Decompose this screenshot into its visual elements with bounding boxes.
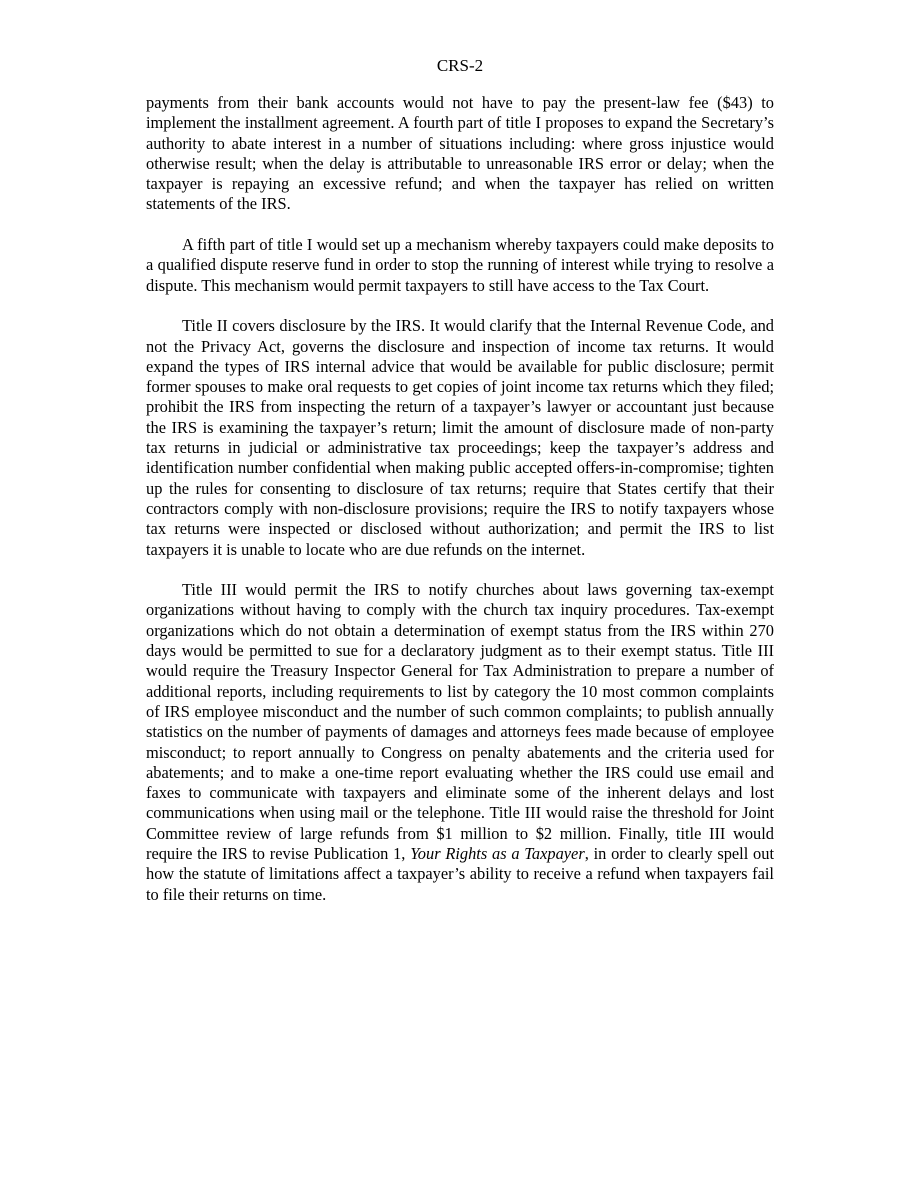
paragraph-installment-interest: payments from their bank accounts would not have to pay the present-law fee ($43) to implement the installment agreement. A fourth part of title I proposes to expand the Secretary’s authority to abate interest in a number of situations including: where gross injustice would otherwise result; when the delay is attributable to unreasonable IRS error or delay; when the taxpayer is repaying an excessive refund; and when the taxpayer has relied on written statements of the IRS. bbox=[146, 93, 774, 214]
document-body bbox=[146, 93, 774, 905]
paragraph-title-iii-reports bbox=[146, 580, 774, 905]
paragraph-text-segment: Title III would permit the IRS to notify churches about laws governing tax-exempt organizations without having to comply with the church tax inquiry procedures. Tax-exempt organizations which do not obtain a determination of exempt status from the IRS within 270 days would be permitted to sue for a declaratory judgment as to their exempt status. Title III would require the Treasury Inspector General for Tax Administration to prepare a number of additional reports, including requirements to list by category the 10 most common complaints of IRS employee misconduct and the number of such common complaints; to publish annually statistics on the number of payments of damages and attorneys fees made because of employee misconduct; to report annually to Congress on penalty abatements and the criteria used for abatements; and to make a one-time report evaluating whether the IRS could use email and faxes to communicate with taxpayers and eliminate some of the inherent delays and lost communications when using mail or the telephone. Title III would raise the threshold for Joint Committee review of large refunds from $1 million to $2 million. Finally, title III would require the IRS to revise Publication 1, bbox=[146, 580, 774, 863]
paragraph-text-segment: , in order to clearly spell out how the statute of limitations affect a taxpayer’s ability to receive a refund when taxpayers fail to file their returns on time. bbox=[146, 843, 775, 904]
paragraph-title-ii-disclosure: Title II covers disclosure by the IRS. It would clarify that the Internal Revenue Code, and not the Privacy Act, governs the disclosure and inspection of income tax returns. It would expand the types of IRS internal advice that would be available for public disclosure; permit former spouses to make oral requests to get copies of joint income tax returns which they filed; prohibit the IRS from inspecting the return of a taxpayer’s lawyer or accountant just because the IRS is examining the taxpayer’s return; limit the amount of disclosure made of non-party tax returns in judicial or administrative tax proceedings; keep the taxpayer’s address and identification number confidential when making public accepted offers-in-compromise; tighten up the rules for consenting to disclosure of tax returns; require that States certify that their contractors comply with non-disclosure provisions; require the IRS to notify taxpayers whose tax returns were inspected or disclosed without authorization; and permit the IRS to list taxpayers it is unable to locate who are due refunds on the internet. bbox=[146, 316, 774, 559]
paragraph-dispute-reserve-fund: A fifth part of title I would set up a mechanism whereby taxpayers could make deposits to a qualified dispute reserve fund in order to stop the running of interest while trying to resolve a dispute. This mechanism would permit taxpayers to still have access to the Tax Court. bbox=[146, 235, 774, 295]
publication-title: Your Rights as a Taxpayer bbox=[410, 843, 585, 863]
page-number-header: CRS-2 bbox=[436, 56, 484, 75]
